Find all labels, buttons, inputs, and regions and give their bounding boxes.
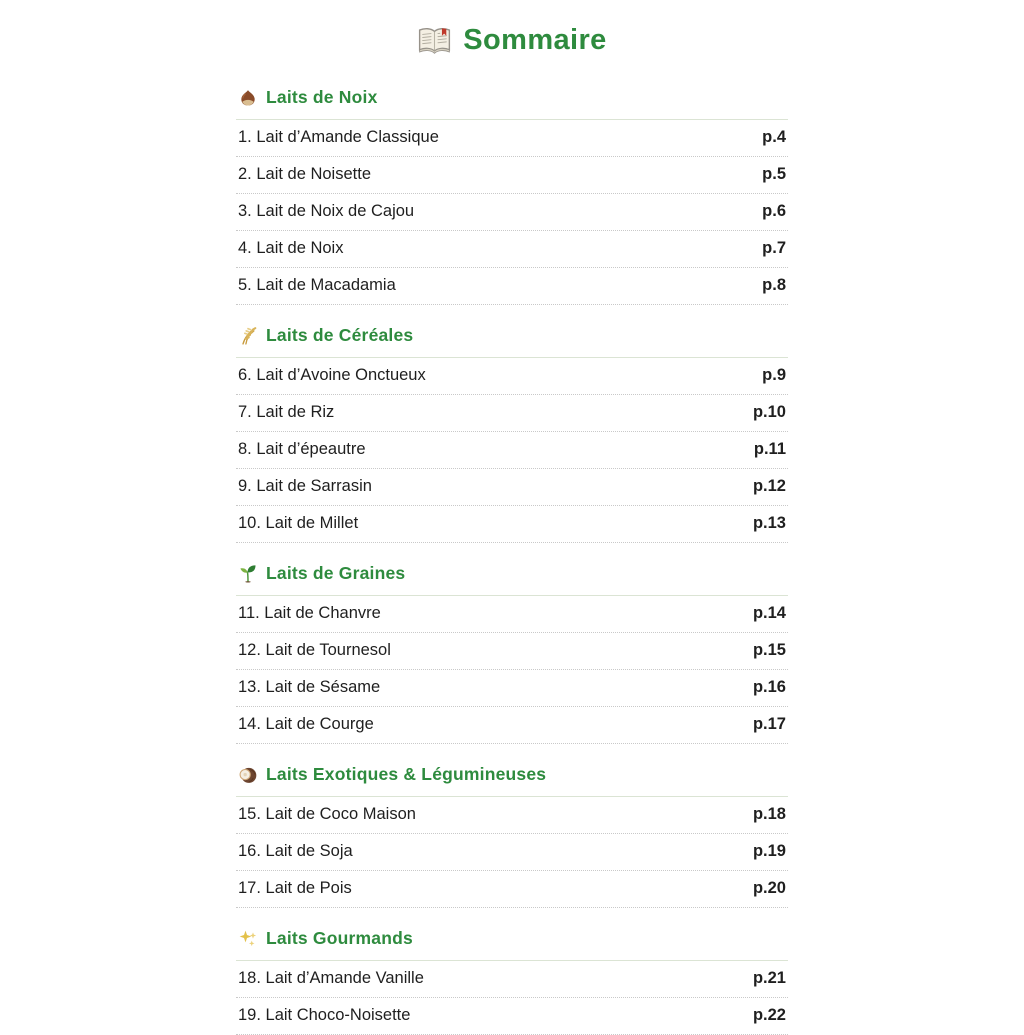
section-items	[236, 596, 788, 744]
toc-section	[236, 928, 788, 1035]
page-title-text: Sommaire	[463, 24, 607, 56]
toc-item-page: p.11	[753, 440, 786, 458]
toc-item-label: 12. Lait de Tournesol	[238, 641, 391, 659]
toc-item[interactable]	[236, 194, 788, 231]
toc-section	[236, 563, 788, 744]
toc-item-page: p.5	[762, 165, 786, 183]
toc-item-page: p.20	[752, 879, 786, 897]
toc-item-label: 3. Lait de Noix de Cajou	[238, 202, 415, 220]
toc-item-label: 13. Lait de Sésame	[238, 678, 381, 696]
toc-item-label: 10. Lait de Millet	[238, 514, 359, 532]
chestnut-icon	[238, 88, 258, 108]
section-label: Laits de Noix	[266, 87, 378, 107]
section-header	[236, 325, 788, 358]
toc-item-label: 9. Lait de Sarrasin	[238, 477, 372, 495]
toc-page	[236, 0, 788, 1035]
toc-item-page: p.12	[752, 477, 786, 495]
toc-item[interactable]	[236, 231, 788, 268]
toc-item[interactable]	[236, 871, 788, 908]
toc-item-page: p.21	[752, 969, 786, 987]
section-items	[236, 358, 788, 543]
wheat-icon	[238, 326, 258, 346]
toc-item[interactable]	[236, 961, 788, 998]
open-book-icon	[417, 26, 452, 56]
toc-item-page: p.8	[762, 276, 786, 294]
sparkles-icon	[238, 929, 258, 949]
toc-sections	[236, 87, 788, 1035]
toc-item[interactable]	[236, 432, 788, 469]
toc-item-label: 8. Lait d’épeautre	[238, 440, 366, 458]
section-label: Laits de Céréales	[266, 325, 414, 345]
toc-item[interactable]	[236, 998, 788, 1035]
toc-item[interactable]	[236, 268, 788, 305]
section-label: Laits Gourmands	[266, 928, 413, 948]
toc-item-label: 4. Lait de Noix	[238, 239, 344, 257]
toc-item[interactable]	[236, 358, 788, 395]
toc-item[interactable]	[236, 469, 788, 506]
toc-item-page: p.13	[752, 514, 786, 532]
toc-item[interactable]	[236, 157, 788, 194]
toc-section	[236, 764, 788, 908]
section-header	[236, 928, 788, 961]
section-header	[236, 87, 788, 120]
toc-item-label: 15. Lait de Coco Maison	[238, 805, 416, 823]
section-label: Laits Exotiques & Légumineuses	[266, 764, 547, 784]
toc-item-page: p.16	[752, 678, 786, 696]
toc-item-label: 7. Lait de Riz	[238, 403, 335, 421]
toc-item-page: p.6	[762, 202, 786, 220]
toc-item-page: p.18	[752, 805, 786, 823]
section-header	[236, 563, 788, 596]
toc-item[interactable]	[236, 395, 788, 432]
toc-item[interactable]	[236, 120, 788, 157]
toc-item[interactable]	[236, 633, 788, 670]
section-items	[236, 797, 788, 908]
toc-item-page: p.9	[762, 366, 786, 384]
toc-item-label: 1. Lait d’Amande Classique	[238, 128, 439, 146]
toc-item-label: 18. Lait d’Amande Vanille	[238, 969, 424, 987]
toc-item-label: 19. Lait Choco-Noisette	[238, 1006, 411, 1024]
seedling-icon	[238, 564, 258, 584]
toc-section	[236, 87, 788, 305]
coconut-icon	[238, 765, 258, 785]
toc-item-label: 17. Lait de Pois	[238, 879, 352, 897]
section-items	[236, 120, 788, 305]
toc-item[interactable]	[236, 797, 788, 834]
toc-item-page: p.14	[752, 604, 786, 622]
page-title	[236, 24, 788, 57]
section-header	[236, 764, 788, 797]
toc-item-label: 2. Lait de Noisette	[238, 165, 371, 183]
toc-item-page: p.7	[762, 239, 786, 257]
toc-item-page: p.22	[752, 1006, 786, 1024]
toc-item-label: 16. Lait de Soja	[238, 842, 353, 860]
toc-item-page: p.4	[762, 128, 786, 146]
toc-item-page: p.15	[752, 641, 786, 659]
section-label: Laits de Graines	[266, 563, 406, 583]
toc-item[interactable]	[236, 834, 788, 871]
toc-item-page: p.10	[752, 403, 786, 421]
toc-item-label: 11. Lait de Chanvre	[238, 604, 381, 622]
toc-item-label: 5. Lait de Macadamia	[238, 276, 396, 294]
toc-item[interactable]	[236, 506, 788, 543]
toc-item-page: p.19	[752, 842, 786, 860]
toc-item[interactable]	[236, 707, 788, 744]
toc-item[interactable]	[236, 670, 788, 707]
toc-section	[236, 325, 788, 543]
toc-item[interactable]	[236, 596, 788, 633]
toc-item-page: p.17	[752, 715, 786, 733]
toc-item-label: 14. Lait de Courge	[238, 715, 374, 733]
toc-item-label: 6. Lait d’Avoine Onctueux	[238, 366, 426, 384]
